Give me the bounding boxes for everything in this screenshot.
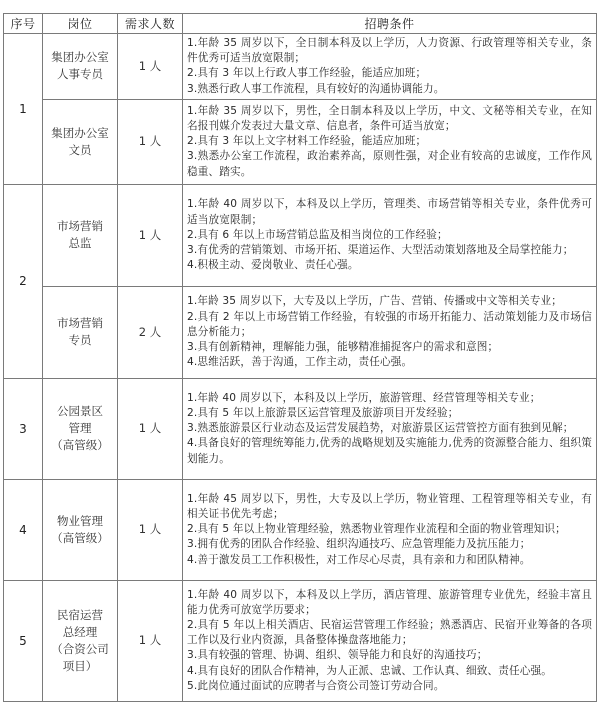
- row-number: 4: [4, 479, 43, 580]
- requirement-item: 3.具有创新精神，理解能力强，能够精准捕捉客户的需求和意图；: [187, 340, 499, 353]
- requirements-cell: [183, 479, 597, 580]
- position-line: 项目）: [62, 658, 98, 673]
- requirement-item: 3.有优秀的营销策划、市场开拓、渠道运作、大型活动策划落地及全局掌控能力；: [187, 243, 574, 256]
- requirement-item: 2.具有 6 年以上市场营销总监及相当岗位的工作经验；: [187, 228, 448, 241]
- count-cell: 1 人: [118, 184, 183, 286]
- row-number: 5: [4, 580, 43, 701]
- requirement-item: 2.具有 5 年以上物业管理经验，熟悉物业管理作业流程和全面的物业管理知识；: [187, 523, 566, 536]
- requirement-item: 2.具有 2 年以上市场营销工作经验，有较强的市场开拓能力、活动策划能力及市场信息分析能力；: [187, 310, 592, 338]
- position-line: 总监: [68, 236, 92, 251]
- table-row: [4, 286, 597, 378]
- row-number: 2: [4, 184, 43, 378]
- position-line: 集团办公室: [51, 125, 109, 140]
- position-line: 民宿运营: [57, 607, 103, 622]
- requirements-cell: [183, 378, 597, 479]
- header-row: [4, 14, 597, 34]
- requirement-item: 4.善于激发员工工作积极性，对工作尽心尽责，具有亲和力和团队精神。: [187, 553, 531, 566]
- position-line: 集团办公室: [51, 50, 109, 65]
- table-row: [4, 378, 597, 479]
- requirements-cell: [183, 34, 597, 100]
- count-cell: 1 人: [118, 479, 183, 580]
- requirement-item: 4.思维活跃，善于沟通，工作主动，责任心强。: [187, 356, 413, 369]
- requirement-item: 1.年龄 45 周岁以下，男性，大专及以上学历，物业管理、工程管理等相关专业，有相关证书优先考虑；: [187, 492, 592, 520]
- requirement-item: 4.具备良好的管理统筹能力,优秀的战略规划及实施能力,优秀的资源整合能力、组织策划能力。: [187, 437, 592, 465]
- requirements-cell: [183, 580, 597, 701]
- requirement-item: 2.具有 3 年以上行政人事工作经验，能适应加班；: [187, 67, 427, 80]
- position-line: 专员: [68, 333, 92, 348]
- requirement-item: 1.年龄 35 周岁以下，大专及以上学历，广告、营销、传播或中文等相关专业；: [187, 295, 563, 308]
- position-line: 物业管理: [57, 513, 103, 528]
- position-line: 公园景区: [57, 404, 103, 419]
- requirement-item: 2.具有 3 年以上文字材料工作经验，能适应加班；: [187, 135, 427, 148]
- requirement-item: 4.积极主动、爱岗敬业、责任心强。: [187, 259, 359, 272]
- position-cell: [43, 580, 118, 701]
- requirement-item: 1.年龄 40 周岁以下，本科及以上学历，旅游管理、经营管理等相关专业；: [187, 391, 541, 404]
- requirements-cell: [183, 286, 597, 378]
- requirement-item: 3.具有较强的管理、协调、组织、领导能力和良好的沟通技巧；: [187, 649, 488, 662]
- table-row: [4, 34, 597, 100]
- requirement-item: 2.具有 5 年以上相关酒店、民宿运营管理工作经验；熟悉酒店、民宿开业筹备的各项工作以及行业内资源，具备整体操盘落地能力；: [187, 619, 592, 647]
- requirement-item: 1.年龄 40 周岁以下，本科及以上学历，酒店管理、旅游管理专业优先，经验丰富且能力优秀可放宽学历要求；: [187, 588, 592, 616]
- position-cell: [43, 286, 118, 378]
- position-line: 市场营销: [57, 316, 103, 331]
- position-line: 市场营销: [57, 219, 103, 234]
- table-row: [4, 580, 597, 701]
- count-cell: 1 人: [118, 580, 183, 701]
- position-line: 人事专员: [57, 67, 103, 82]
- requirement-item: 2.具有 5 年以上旅游景区运营管理及旅游项目开发经验；: [187, 407, 459, 419]
- position-cell: [43, 378, 118, 479]
- requirement-item: 5.此岗位通过面试的应聘者与合资公司签订劳动合同。: [187, 679, 445, 692]
- requirement-item: 1.年龄 35 周岁以下，男性，全日制本科及以上学历，中文、文秘等相关专业，在知名报刊媒介发表过大量文章、信息者，条件可适当放宽；: [187, 104, 592, 132]
- position-line: （合资公司: [51, 641, 109, 656]
- header-requirements: 招聘条件: [183, 14, 597, 34]
- requirement-item: 3.熟悉办公室工作流程，政治素养高，原则性强，对企业有较高的忠诚度，工作作风稳重、踏实。: [187, 150, 592, 178]
- table-row: [4, 184, 597, 286]
- position-cell: [43, 99, 118, 184]
- count-cell: 1 人: [118, 378, 183, 479]
- requirement-item: 3.熟悉旅游景区行业动态及运营发展趋势，对旅游景区运营管控方面有独到见解；: [187, 422, 574, 435]
- position-line: 文员: [68, 142, 92, 157]
- position-line: 总经理: [62, 624, 98, 639]
- table-row: [4, 99, 597, 184]
- requirements-cell: [183, 184, 597, 286]
- position-line: 管理: [68, 421, 92, 436]
- requirement-item: 3.拥有优秀的团队合作经验、组织沟通技巧、应急管理能力及抗压能力；: [187, 538, 531, 551]
- recruitment-table: [3, 13, 597, 702]
- header-count: 需求人数: [118, 14, 183, 34]
- requirement-item: 4.具有良好的团队合作精神，为人正派、忠诚、工作认真、细致、责任心强。: [187, 664, 552, 677]
- count-cell: 2 人: [118, 286, 183, 378]
- position-cell: [43, 479, 118, 580]
- count-cell: 1 人: [118, 34, 183, 100]
- table-row: [4, 479, 597, 580]
- requirement-item: 3.熟悉行政人事工作流程，具有较好的沟通协调能力。: [187, 82, 445, 95]
- requirement-item: 1.年龄 40 周岁以下，本科及以上学历，管理类、市场营销等相关专业，条件优秀可适当放宽限制；: [187, 198, 592, 226]
- count-cell: 1 人: [118, 99, 183, 184]
- position-cell: [43, 184, 118, 286]
- header-no: 序号: [4, 14, 43, 34]
- position-cell: [43, 34, 118, 100]
- position-line: （高管级）: [51, 438, 109, 453]
- row-number: 1: [4, 34, 43, 185]
- row-number: 3: [4, 378, 43, 479]
- position-line: （高管级）: [51, 530, 109, 545]
- header-position: 岗位: [43, 14, 118, 34]
- requirements-cell: [183, 99, 597, 184]
- requirement-item: 1.年龄 35 周岁以下，全日制本科及以上学历，人力资源、行政管理等相关专业，条件优秀可适当放宽限制；: [187, 37, 592, 65]
